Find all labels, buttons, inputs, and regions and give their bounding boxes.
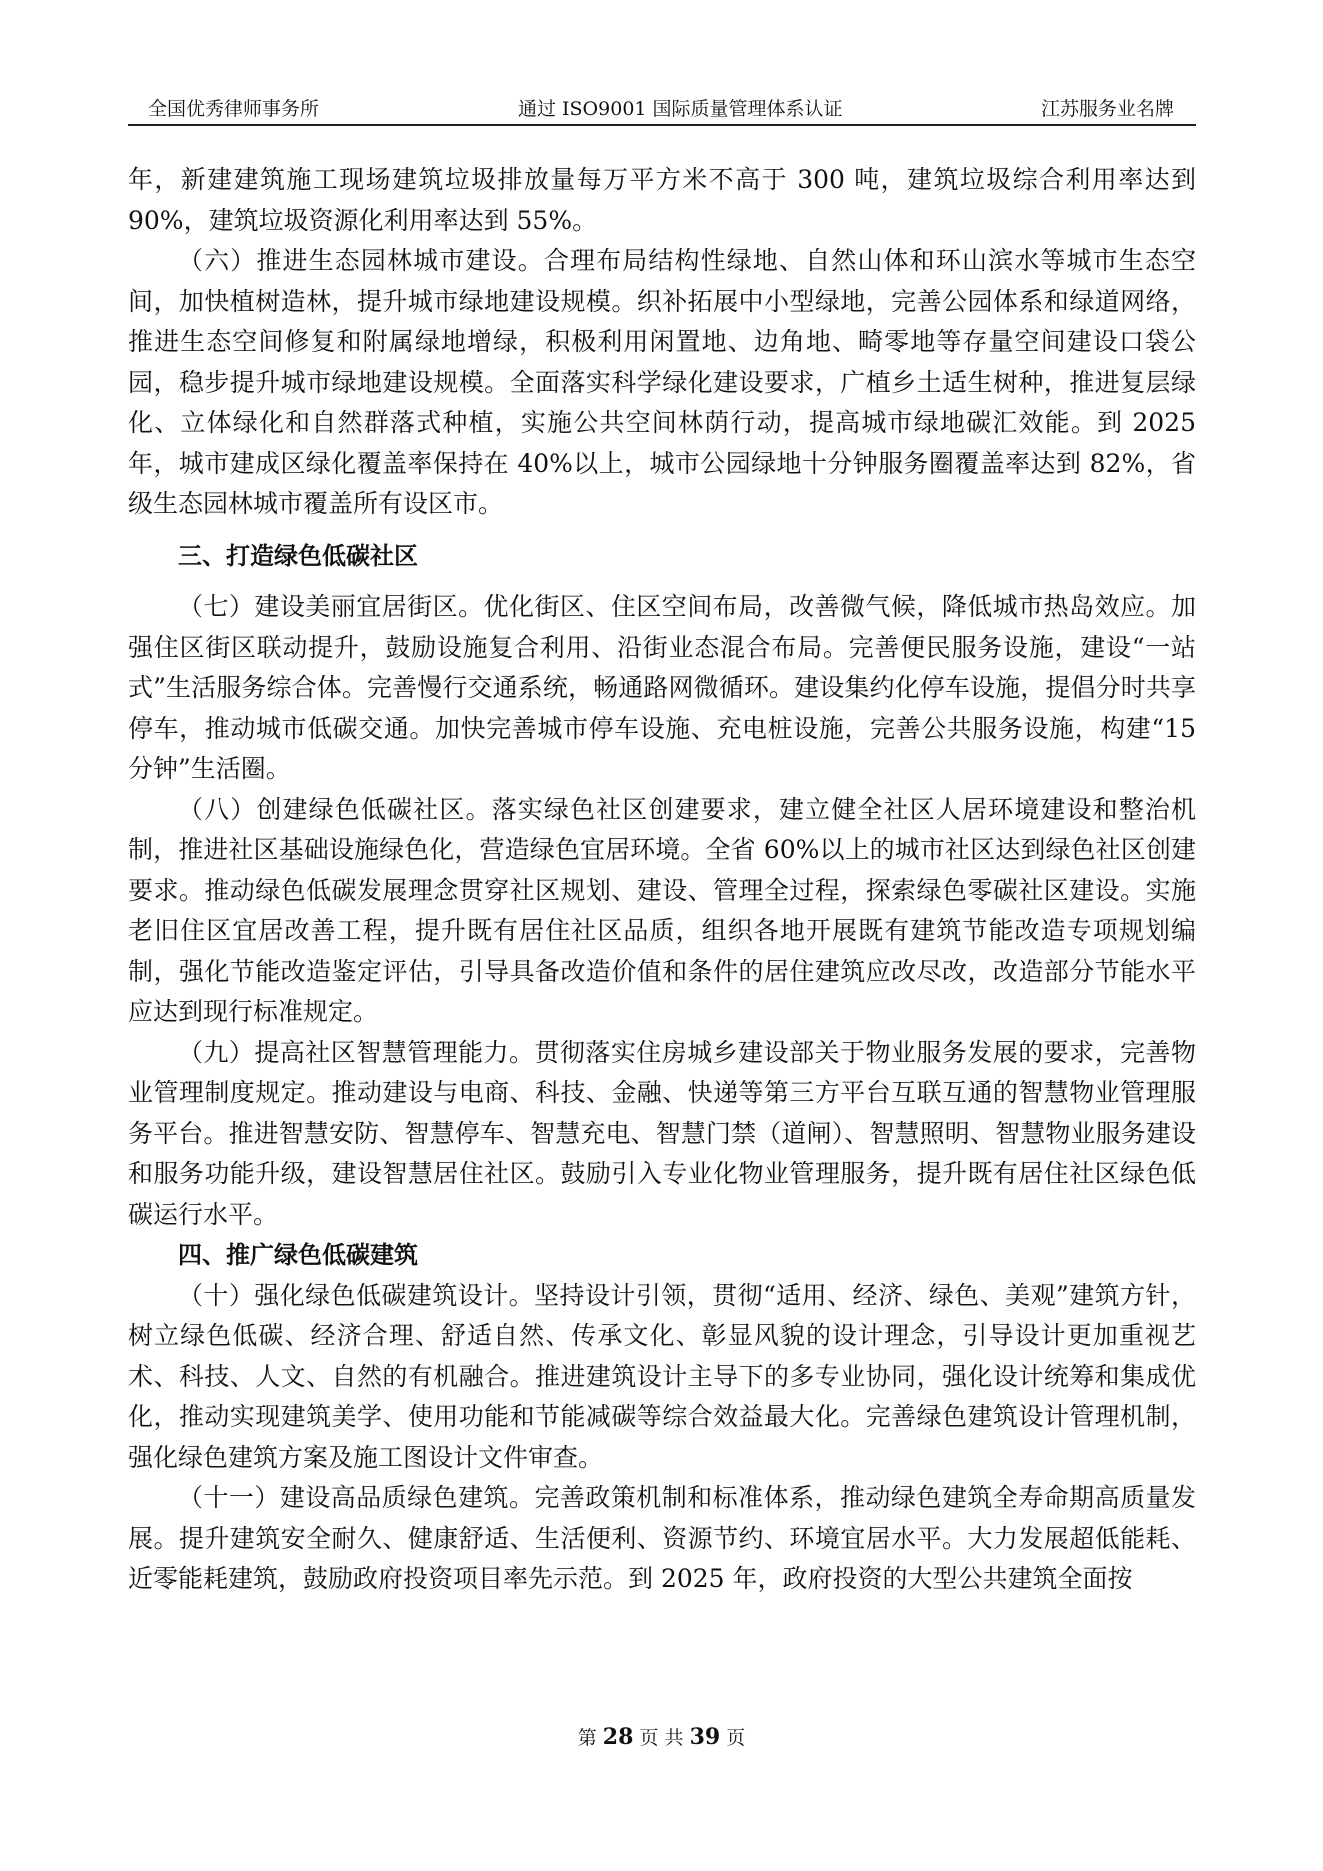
paragraph-item-9: （九）提高社区智慧管理能力。贯彻落实住房城乡建设部关于物业服务发展的要求，完善物业管理制度规定。推动建设与电商、科技、金融、快递等第三方平台互联互通的智慧物业管理服务平台。推进智慧安防、智慧停车、智慧充电、智慧门禁（道闸）、智慧照明、智慧物业服务建设和服务功能升级，建设智慧居住社区。鼓励引入专业化物业管理服务，提升既有居住社区绿色低碳运行水平。: [128, 1037, 1196, 1229]
page-number: 28: [602, 1724, 634, 1750]
paragraph-item-11: （十一）建设高品质绿色建筑。完善政策机制和标准体系，推动绿色建筑全寿命期高质量发展。提升建筑安全耐久、健康舒适、生活便利、资源节约、环境宜居水平。大力发展超低能耗、近零能耗建筑，鼓励政府投资项目率先示范。到 2025 年，政府投资的大型公共建筑全面按: [128, 1483, 1196, 1593]
page-header: [128, 92, 1196, 126]
paragraph-item-10: （十）强化绿色低碳建筑设计。坚持设计引领，贯彻“适用、经济、绿色、美观”建筑方针，树立绿色低碳、经济合理、舒适自然、传承文化、彰显风貌的设计理念，引导设计更加重视艺术、科技、人文、自然的有机融合。推进建筑设计主导下的多专业协同，强化设计统筹和集成优化，推动实现建筑美学、使用功能和节能减碳等综合效益最大化。完善绿色建筑设计管理机制，强化绿色建筑方案及施工图设计文件审查。: [128, 1280, 1196, 1472]
document-body: [128, 160, 1196, 1600]
header-firm-name: 全国优秀律师事务所: [148, 98, 320, 120]
page-total: 39: [689, 1724, 721, 1750]
paragraph-continuation: 年，新建建筑施工现场建筑垃圾排放量每万平方米不高于 300 吨，建筑垃圾综合利用率达到 90%，建筑垃圾资源化利用率达到 55%。: [128, 165, 1196, 235]
section-heading-4: 四、推广绿色低碳建筑: [178, 1241, 418, 1269]
footer-prefix: 第: [577, 1727, 597, 1749]
paragraph-item-8: （八）创建绿色低碳社区。落实绿色社区创建要求，建立健全社区人居环境建设和整治机制，推进社区基础设施绿色化，营造绿色宜居环境。全省 60%以上的城市社区达到绿色社区创建要求。推动绿色低碳发展理念贯穿社区规划、建设、管理全过程，探索绿色零碳社区建设。实施老旧住区宜居改善工程，提升既有居住社区品质，组织各地开展既有建筑节能改造专项规划编制，强化节能改造鉴定评估，引导具备改造价值和条件的居住建筑应改尽改，改造部分节能水平应达到现行标准规定。: [128, 794, 1196, 1026]
section-heading-3: 三、打造绿色低碳社区: [178, 541, 418, 570]
paragraph-item-7: （七）建设美丽宜居街区。优化街区、住区空间布局，改善微气候，降低城市热岛效应。加强住区街区联动提升，鼓励设施复合利用、沿街业态混合布局。完善便民服务设施，建设“一站式”生活服务综合体。完善慢行交通系统，畅通路网微循环。建设集约化停车设施，提倡分时共享停车，推动城市低碳交通。加快完善城市停车设施、充电桩设施，完善公共服务设施，构建“15 分钟”生活圈。: [128, 592, 1196, 783]
page-footer: [0, 1723, 1323, 1750]
header-brand: 江苏服务业名牌: [1040, 98, 1174, 120]
footer-suffix: 页: [726, 1727, 746, 1749]
header-certification: 通过 ISO9001 国际质量管理体系认证: [518, 98, 843, 120]
paragraph-item-6: （六）推进生态园林城市建设。合理布局结构性绿地、自然山体和环山滨水等城市生态空间，加快植树造林，提升城市绿地建设规模。织补拓展中小型绿地，完善公园体系和绿道网络，推进生态空间修复和附属绿地增绿，积极利用闲置地、边角地、畸零地等存量空间建设口袋公园，稳步提升城市绿地建设规模。全面落实科学绿化建设要求，广植乡土适生树种，推进复层绿化、立体绿化和自然群落式种植，实施公共空间林荫行动，提高城市绿地碳汇效能。到 2025 年，城市建成区绿化覆盖率保持在 40%以上，城市公园绿地十分钟服务圈覆盖率达到 82%，省级生态园林城市覆盖所有设区市。: [128, 246, 1196, 518]
footer-middle: 页 共: [639, 1727, 684, 1749]
